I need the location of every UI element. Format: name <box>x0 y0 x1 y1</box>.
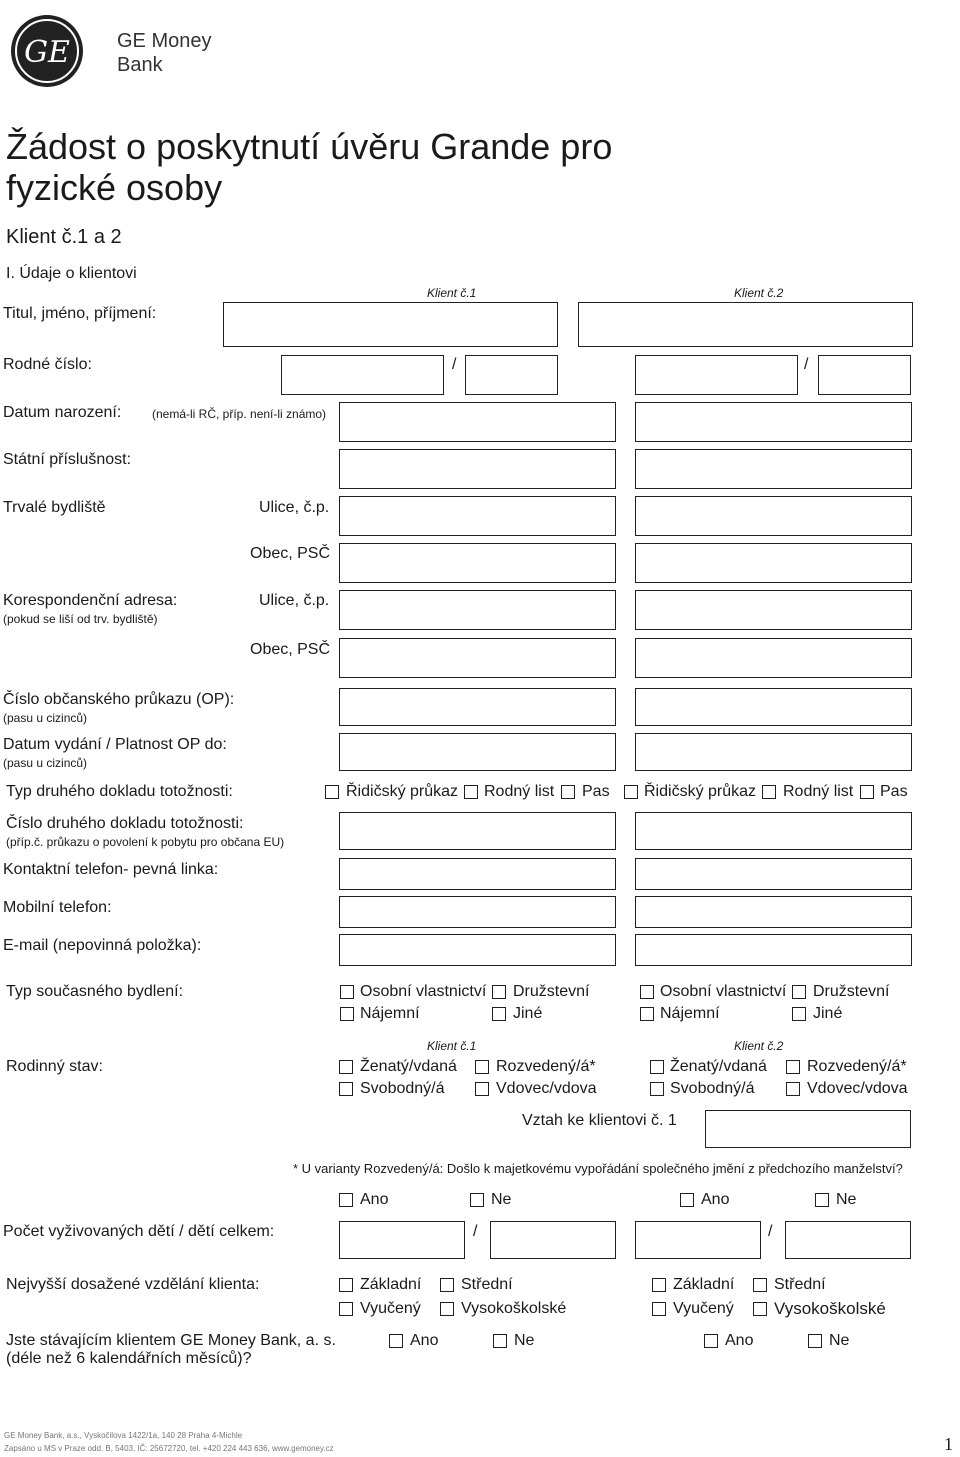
permanent-address-label: Trvalé bydliště <box>3 499 106 516</box>
page-number: 1 <box>944 1434 953 1454</box>
children-slash: / <box>473 1223 478 1240</box>
birth-date-label: Datum narození: <box>3 404 122 421</box>
edu-university-checkbox-client1[interactable] <box>440 1302 454 1316</box>
doc-passport-checkbox-client2[interactable] <box>860 785 874 799</box>
ge-monogram-icon <box>10 14 84 88</box>
birth-number-slash: / <box>804 356 809 373</box>
perm-city-input-client1[interactable] <box>339 543 616 583</box>
housing-rent-checkbox-client1[interactable] <box>340 1007 354 1021</box>
name-input-client2[interactable] <box>578 302 913 347</box>
id-dates-input-client2[interactable] <box>635 733 912 771</box>
existing-no-label: Ne <box>514 1332 535 1349</box>
existing-no-checkbox-client2[interactable] <box>808 1334 822 1348</box>
marital-divorced-label: Rozvedený/á* <box>807 1058 907 1075</box>
edu-vocational-label: Vyučený <box>360 1300 421 1317</box>
subtitle: Klient č.1 a 2 <box>6 226 122 248</box>
children-slash: / <box>768 1223 773 1240</box>
birth-date-input-client2[interactable] <box>635 402 912 442</box>
perm-street-input-client1[interactable] <box>339 496 616 536</box>
email-label: E-mail (nepovinná položka): <box>3 937 202 954</box>
property-yes-label: Ano <box>360 1191 389 1208</box>
marital-divorced-checkbox-client2[interactable] <box>786 1060 800 1074</box>
edu-vocational-checkbox-client2[interactable] <box>652 1302 666 1316</box>
existing-no-checkbox-client1[interactable] <box>493 1334 507 1348</box>
children-supported-input-client1[interactable] <box>339 1221 465 1259</box>
housing-rent-label: Nájemní <box>360 1005 420 1022</box>
existing-yes-label: Ano <box>410 1332 439 1349</box>
id-number-note: (pasu u cizinců) <box>3 711 88 725</box>
relation-input[interactable] <box>705 1110 911 1148</box>
column-client2: Klient č.2 <box>734 286 784 300</box>
doc-driving-checkbox-client2[interactable] <box>624 785 638 799</box>
edu-vocational-label: Vyučený <box>673 1300 734 1317</box>
mobile-input-client2[interactable] <box>635 896 912 928</box>
marital-divorced-checkbox-client1[interactable] <box>475 1060 489 1074</box>
housing-coop-checkbox-client2[interactable] <box>792 985 806 999</box>
brand-name <box>117 29 211 77</box>
marital-single-label: Svobodný/á <box>360 1080 445 1097</box>
marital-widowed-label: Vdovec/vdova <box>496 1080 597 1097</box>
perm-street-input-client2[interactable] <box>635 496 912 536</box>
brand-line-2: Bank <box>117 54 163 76</box>
citizenship-label: Státní příslušnost: <box>3 451 132 468</box>
housing-rent-checkbox-client2[interactable] <box>640 1007 654 1021</box>
birth-date-input-client1[interactable] <box>339 402 616 442</box>
edu-basic-checkbox-client1[interactable] <box>339 1278 353 1292</box>
existing-yes-checkbox-client2[interactable] <box>704 1334 718 1348</box>
id-dates-label: Datum vydání / Platnost OP do: <box>3 736 227 753</box>
birth-number-part1-client2[interactable] <box>635 355 798 395</box>
id-dates-input-client1[interactable] <box>339 733 616 771</box>
footer-line-2: Zapsáno u MS v Praze odd. B, 5403, IČ: 25672720, tel. +420 224 443 636, www.gemoney.cz <box>4 1444 334 1453</box>
children-supported-input-client2[interactable] <box>635 1221 761 1259</box>
housing-owned-checkbox-client2[interactable] <box>640 985 654 999</box>
children-total-input-client2[interactable] <box>785 1221 911 1259</box>
edu-university-label: Vysokoškolské <box>774 1299 886 1318</box>
perm-city-input-client2[interactable] <box>635 543 912 583</box>
birth-number-part2-client2[interactable] <box>818 355 911 395</box>
marital-married-checkbox-client2[interactable] <box>650 1060 664 1074</box>
children-label: Počet vyživovaných dětí / dětí celkem: <box>3 1223 275 1240</box>
column-client1: Klient č.1 <box>427 286 477 300</box>
children-total-input-client1[interactable] <box>490 1221 616 1259</box>
existing-yes-checkbox-client1[interactable] <box>389 1334 403 1348</box>
marital-single-checkbox-client1[interactable] <box>339 1082 353 1096</box>
property-no-checkbox-client2[interactable] <box>815 1193 829 1207</box>
education-label: Nejvyšší dosažené vzdělání klienta: <box>6 1276 260 1293</box>
doc-passport-label: Pas <box>880 783 908 800</box>
footer-line-1: GE Money Bank, a.s., Vyskočilova 1422/1a, 140 28 Praha 4-Michle <box>4 1431 243 1440</box>
marital-widowed-checkbox-client2[interactable] <box>786 1082 800 1096</box>
birth-date-note: (nemá-li RČ, příp. není-li známo) <box>152 407 327 421</box>
birth-number-part1-client1[interactable] <box>281 355 444 395</box>
edu-basic-label: Základní <box>673 1276 735 1293</box>
relation-label: Vztah ke klientovi č. 1 <box>522 1112 677 1129</box>
existing-client-label: Jste stávajícím klientem GE Money Bank, a. s. <box>6 1332 336 1349</box>
housing-owned-checkbox-client1[interactable] <box>340 985 354 999</box>
second-doc-number-label: Číslo druhého dokladu totožnosti: <box>6 815 244 832</box>
id-number-input-client2[interactable] <box>635 688 912 726</box>
ge-logo <box>10 14 84 88</box>
corr-city-input-client2[interactable] <box>635 638 912 678</box>
housing-rent-label: Nájemní <box>660 1005 720 1022</box>
existing-yes-label: Ano <box>725 1332 754 1349</box>
second-doc-input-client2[interactable] <box>635 812 912 850</box>
city-label: Obec, PSČ <box>250 641 331 658</box>
edu-secondary-checkbox-client2[interactable] <box>753 1278 767 1292</box>
name-label: Titul, jméno, příjmení: <box>3 305 157 322</box>
id-dates-note: (pasu u cizinců) <box>3 756 88 770</box>
phone-label: Kontaktní telefon- pevná linka: <box>3 861 219 878</box>
citizenship-input-client2[interactable] <box>635 449 912 489</box>
marital-widowed-checkbox-client1[interactable] <box>475 1082 489 1096</box>
housing-owned-label: Osobní vlastnictví <box>360 983 487 1000</box>
corr-street-input-client2[interactable] <box>635 590 912 630</box>
doc-passport-label: Pas <box>582 783 610 800</box>
property-yes-label: Ano <box>701 1191 730 1208</box>
doc-birthcert-checkbox-client2[interactable] <box>762 785 776 799</box>
divorce-note: * U varianty Rozvedený/á: Došlo k majetkovému vypořádání společného jmění z předchozího manželství? <box>293 1161 903 1176</box>
birth-number-part2-client1[interactable] <box>465 355 558 395</box>
existing-client-label-2: (déle než 6 kalendářních měsíců)? <box>6 1350 252 1367</box>
housing-coop-checkbox-client1[interactable] <box>492 985 506 999</box>
birth-number-slash: / <box>452 356 457 373</box>
housing-label: Typ současného bydlení: <box>6 983 184 1000</box>
marital-married-checkbox-client1[interactable] <box>339 1060 353 1074</box>
second-doc-input-client1[interactable] <box>339 812 616 850</box>
doc-passport-checkbox-client1[interactable] <box>561 785 575 799</box>
mobile-label: Mobilní telefon: <box>3 899 112 916</box>
edu-university-checkbox-client2[interactable] <box>753 1302 767 1316</box>
edu-basic-label: Základní <box>360 1276 422 1293</box>
property-no-label: Ne <box>491 1191 512 1208</box>
doc-birthcert-label: Rodný list <box>484 783 555 800</box>
city-label: Obec, PSČ <box>250 545 331 562</box>
property-yes-checkbox-client2[interactable] <box>680 1193 694 1207</box>
email-input-client2[interactable] <box>635 934 912 966</box>
marital-label: Rodinný stav: <box>6 1058 103 1075</box>
phone-input-client2[interactable] <box>635 858 912 890</box>
street-label: Ulice, č.p. <box>259 499 330 516</box>
property-yes-checkbox-client1[interactable] <box>339 1193 353 1207</box>
marital-single-label: Svobodný/á <box>670 1080 755 1097</box>
housing-coop-label: Družstevní <box>513 983 590 1000</box>
mobile-input-client1[interactable] <box>339 896 616 928</box>
marital-married-label: Ženatý/vdaná <box>360 1058 457 1075</box>
marital-widowed-label: Vdovec/vdova <box>807 1080 908 1097</box>
second-doc-note: (příp.č. průkazu o povolení k pobytu pro občana EU) <box>6 835 285 849</box>
doc-birthcert-label: Rodný list <box>783 783 854 800</box>
edu-secondary-label: Střední <box>461 1276 513 1293</box>
birth-number-label: Rodné číslo: <box>3 356 92 373</box>
housing-coop-label: Družstevní <box>813 983 890 1000</box>
second-doc-type-label: Typ druhého dokladu totožnosti: <box>6 783 233 800</box>
property-no-label: Ne <box>836 1191 857 1208</box>
name-input-client1[interactable] <box>223 302 558 347</box>
corr-street-input-client1[interactable] <box>339 590 616 630</box>
corr-city-input-client1[interactable] <box>339 638 616 678</box>
doc-driving-checkbox-client1[interactable] <box>325 785 339 799</box>
marital-single-checkbox-client2[interactable] <box>650 1082 664 1096</box>
section-heading: I. Údaje o klientovi <box>6 265 137 282</box>
column-client2: Klient č.2 <box>734 1039 784 1053</box>
edu-university-label: Vysokoškolské <box>461 1300 567 1317</box>
doc-driving-label: Řidičský průkaz <box>346 783 459 800</box>
edu-vocational-checkbox-client1[interactable] <box>339 1302 353 1316</box>
housing-owned-label: Osobní vlastnictví <box>660 983 787 1000</box>
existing-no-label: Ne <box>829 1332 850 1349</box>
property-no-checkbox-client1[interactable] <box>470 1193 484 1207</box>
marital-divorced-label: Rozvedený/á* <box>496 1058 596 1075</box>
edu-basic-checkbox-client2[interactable] <box>652 1278 666 1292</box>
marital-married-label: Ženatý/vdaná <box>670 1058 767 1075</box>
phone-input-client1[interactable] <box>339 858 616 890</box>
edu-secondary-label: Střední <box>774 1276 826 1293</box>
housing-other-label: Jiné <box>513 1005 543 1022</box>
id-number-input-client1[interactable] <box>339 688 616 726</box>
id-number-label: Číslo občanského průkazu (OP): <box>3 691 235 708</box>
svg-text:GE: GE <box>24 35 70 70</box>
page-title: Žádost o poskytnutí úvěru Grande pro fyzické osoby <box>6 126 613 208</box>
brand-line-1: GE Money <box>117 30 212 52</box>
housing-other-checkbox-client1[interactable] <box>492 1007 506 1021</box>
corr-address-note: (pokud se liší od trv. bydliště) <box>3 612 158 626</box>
doc-birthcert-checkbox-client1[interactable] <box>464 785 478 799</box>
corr-address-label: Korespondenční adresa: <box>3 592 178 609</box>
doc-driving-label: Řidičský průkaz <box>644 783 757 800</box>
email-input-client1[interactable] <box>339 934 616 966</box>
housing-other-checkbox-client2[interactable] <box>792 1007 806 1021</box>
housing-other-label: Jiné <box>813 1005 843 1022</box>
edu-secondary-checkbox-client1[interactable] <box>440 1278 454 1292</box>
column-client1: Klient č.1 <box>427 1039 477 1053</box>
citizenship-input-client1[interactable] <box>339 449 616 489</box>
street-label: Ulice, č.p. <box>259 592 330 609</box>
